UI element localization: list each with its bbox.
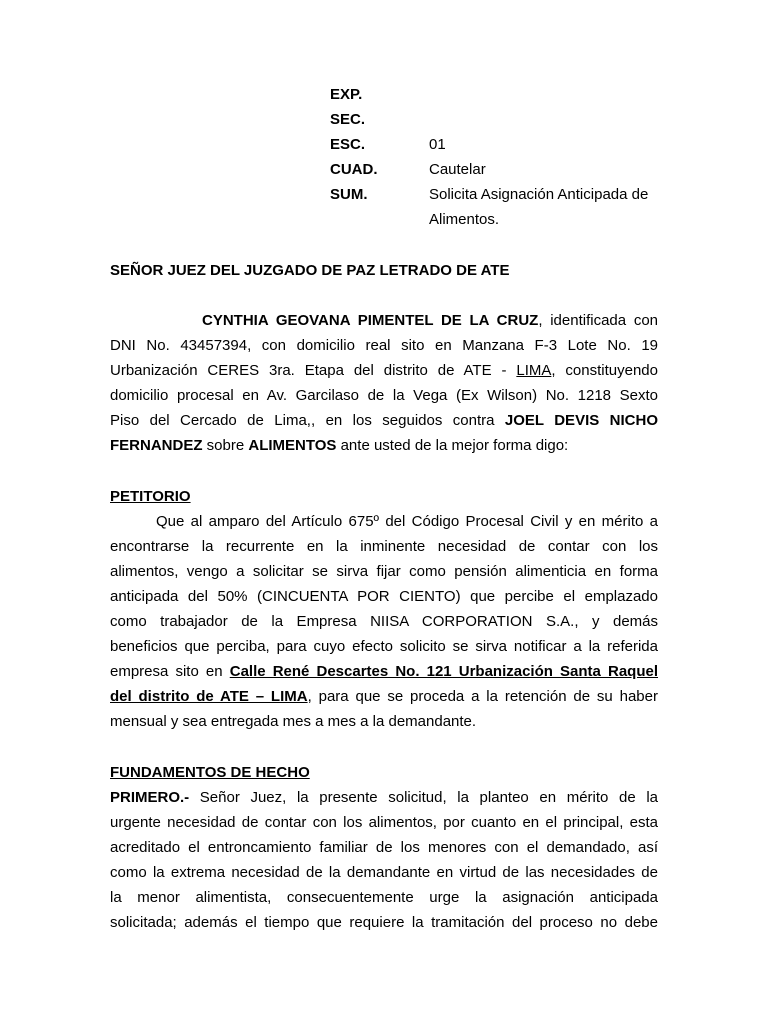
intro-text: , constituyendo: [551, 362, 658, 379]
petitorio-text: , para que se proceda a la retención de su haber: [307, 688, 658, 705]
addressee: SEÑOR JUEZ DEL JUZGADO DE PAZ LETRADO DE ATE: [110, 262, 510, 279]
header-value: 01: [429, 136, 446, 153]
header-key: EXP.: [330, 86, 363, 103]
petitorio-line-2: encontrarse la recurrente en la inminente necesidad de contar con los: [110, 538, 658, 555]
fundamentos-heading: FUNDAMENTOS DE HECHO: [110, 764, 310, 781]
fundamentos-line-3: acreditado el entroncamiento familiar de los menores con el demandado, así: [110, 839, 658, 856]
fundamentos-line-2: urgente necesidad de contar con los alimentos, por cuanto en el principal, esta: [110, 814, 658, 831]
intro-line-5: [110, 408, 658, 433]
petitorio-line-9: mensual y sea entregada mes a mes a la demandante.: [110, 713, 477, 730]
petitorio-heading: PETITORIO: [110, 488, 191, 505]
header-value: Alimentos.: [429, 211, 500, 228]
header-row-sec: [0, 107, 768, 132]
petitorio-line-8: [110, 684, 658, 709]
plaintiff-name: CYNTHIA GEOVANA PIMENTEL DE LA CRUZ: [202, 312, 539, 329]
defendant-name: JOEL DEVIS NICHO: [504, 412, 659, 429]
petitorio-text: empresa sito en: [110, 663, 230, 680]
intro-text: ante usted de la mejor forma digo:: [336, 437, 569, 454]
header-row-exp: [0, 82, 768, 107]
petitorio-line-6: beneficios que perciba, para cuyo efecto solicito se sirva notificar a la referida: [110, 638, 658, 655]
petitorio-line-4: anticipada del 50% (CINCUENTA POR CIENTO) que percibe el emplazado: [110, 588, 658, 605]
fundamentos-line-6: solicitada; además el tiempo que requiere la tramitación del proceso no debe: [110, 914, 658, 931]
fundamentos-line-1: [110, 785, 658, 810]
header-row-cuad: [0, 157, 768, 182]
company-district: del distrito de ATE – LIMA: [110, 688, 308, 705]
defendant-surname: FERNANDEZ: [110, 437, 203, 454]
case-subject: ALIMENTOS: [248, 437, 337, 454]
petitorio-line-1: Que al amparo del Artículo 675º del Código Procesal Civil y en mérito a: [156, 513, 658, 530]
intro-text: , identificada con: [538, 312, 659, 329]
intro-line-3: [110, 358, 658, 383]
intro-line-4: domicilio procesal en Av. Garcilaso de la Vega (Ex Wilson) No. 1218 Sexto: [110, 387, 658, 404]
intro-text: Piso del Cercado de Lima,, en los seguidos contra: [110, 412, 505, 429]
header-key: SEC.: [330, 111, 366, 128]
fundamentos-text: Señor Juez, la presente solicitud, la planteo en mérito de la: [189, 789, 658, 806]
fundamentos-line-5: la menor alimentista, consecuentemente urge la asignación anticipada: [110, 889, 658, 906]
intro-line-1: [110, 308, 658, 333]
company-address: Calle René Descartes No. 121 Urbanización Santa Raquel: [229, 663, 659, 680]
petitorio-line-5: como trabajador de la Empresa NIISA CORPORATION S.A., y demás: [110, 613, 658, 630]
petitorio-line-3: alimentos, vengo a solicitar se sirva fijar como pensión alimenticia en forma: [110, 563, 658, 580]
primero-label: PRIMERO.-: [110, 789, 190, 806]
intro-line-6: [110, 433, 658, 458]
header-value: Solicita Asignación Anticipada de: [429, 186, 649, 203]
intro-line-2: DNI No. 43457394, con domicilio real sito en Manzana F-3 Lote No. 19: [110, 337, 658, 354]
header-key: ESC.: [330, 136, 366, 153]
header-value: Cautelar: [429, 161, 486, 178]
header-key: SUM.: [330, 186, 368, 203]
intro-text: sobre: [202, 437, 249, 454]
header-key: CUAD.: [330, 161, 378, 178]
header-row-sum-cont: [0, 207, 768, 232]
header-row-esc: [0, 132, 768, 157]
fundamentos-line-4: como la extrema necesidad de la demandante en virtud de las necesidades de: [110, 864, 658, 881]
header-row-sum: [0, 182, 768, 207]
petitorio-line-7: [110, 659, 658, 684]
lima-underlined: LIMA: [516, 362, 552, 379]
intro-text: Urbanización CERES 3ra. Etapa del distrito de ATE -: [110, 362, 517, 379]
